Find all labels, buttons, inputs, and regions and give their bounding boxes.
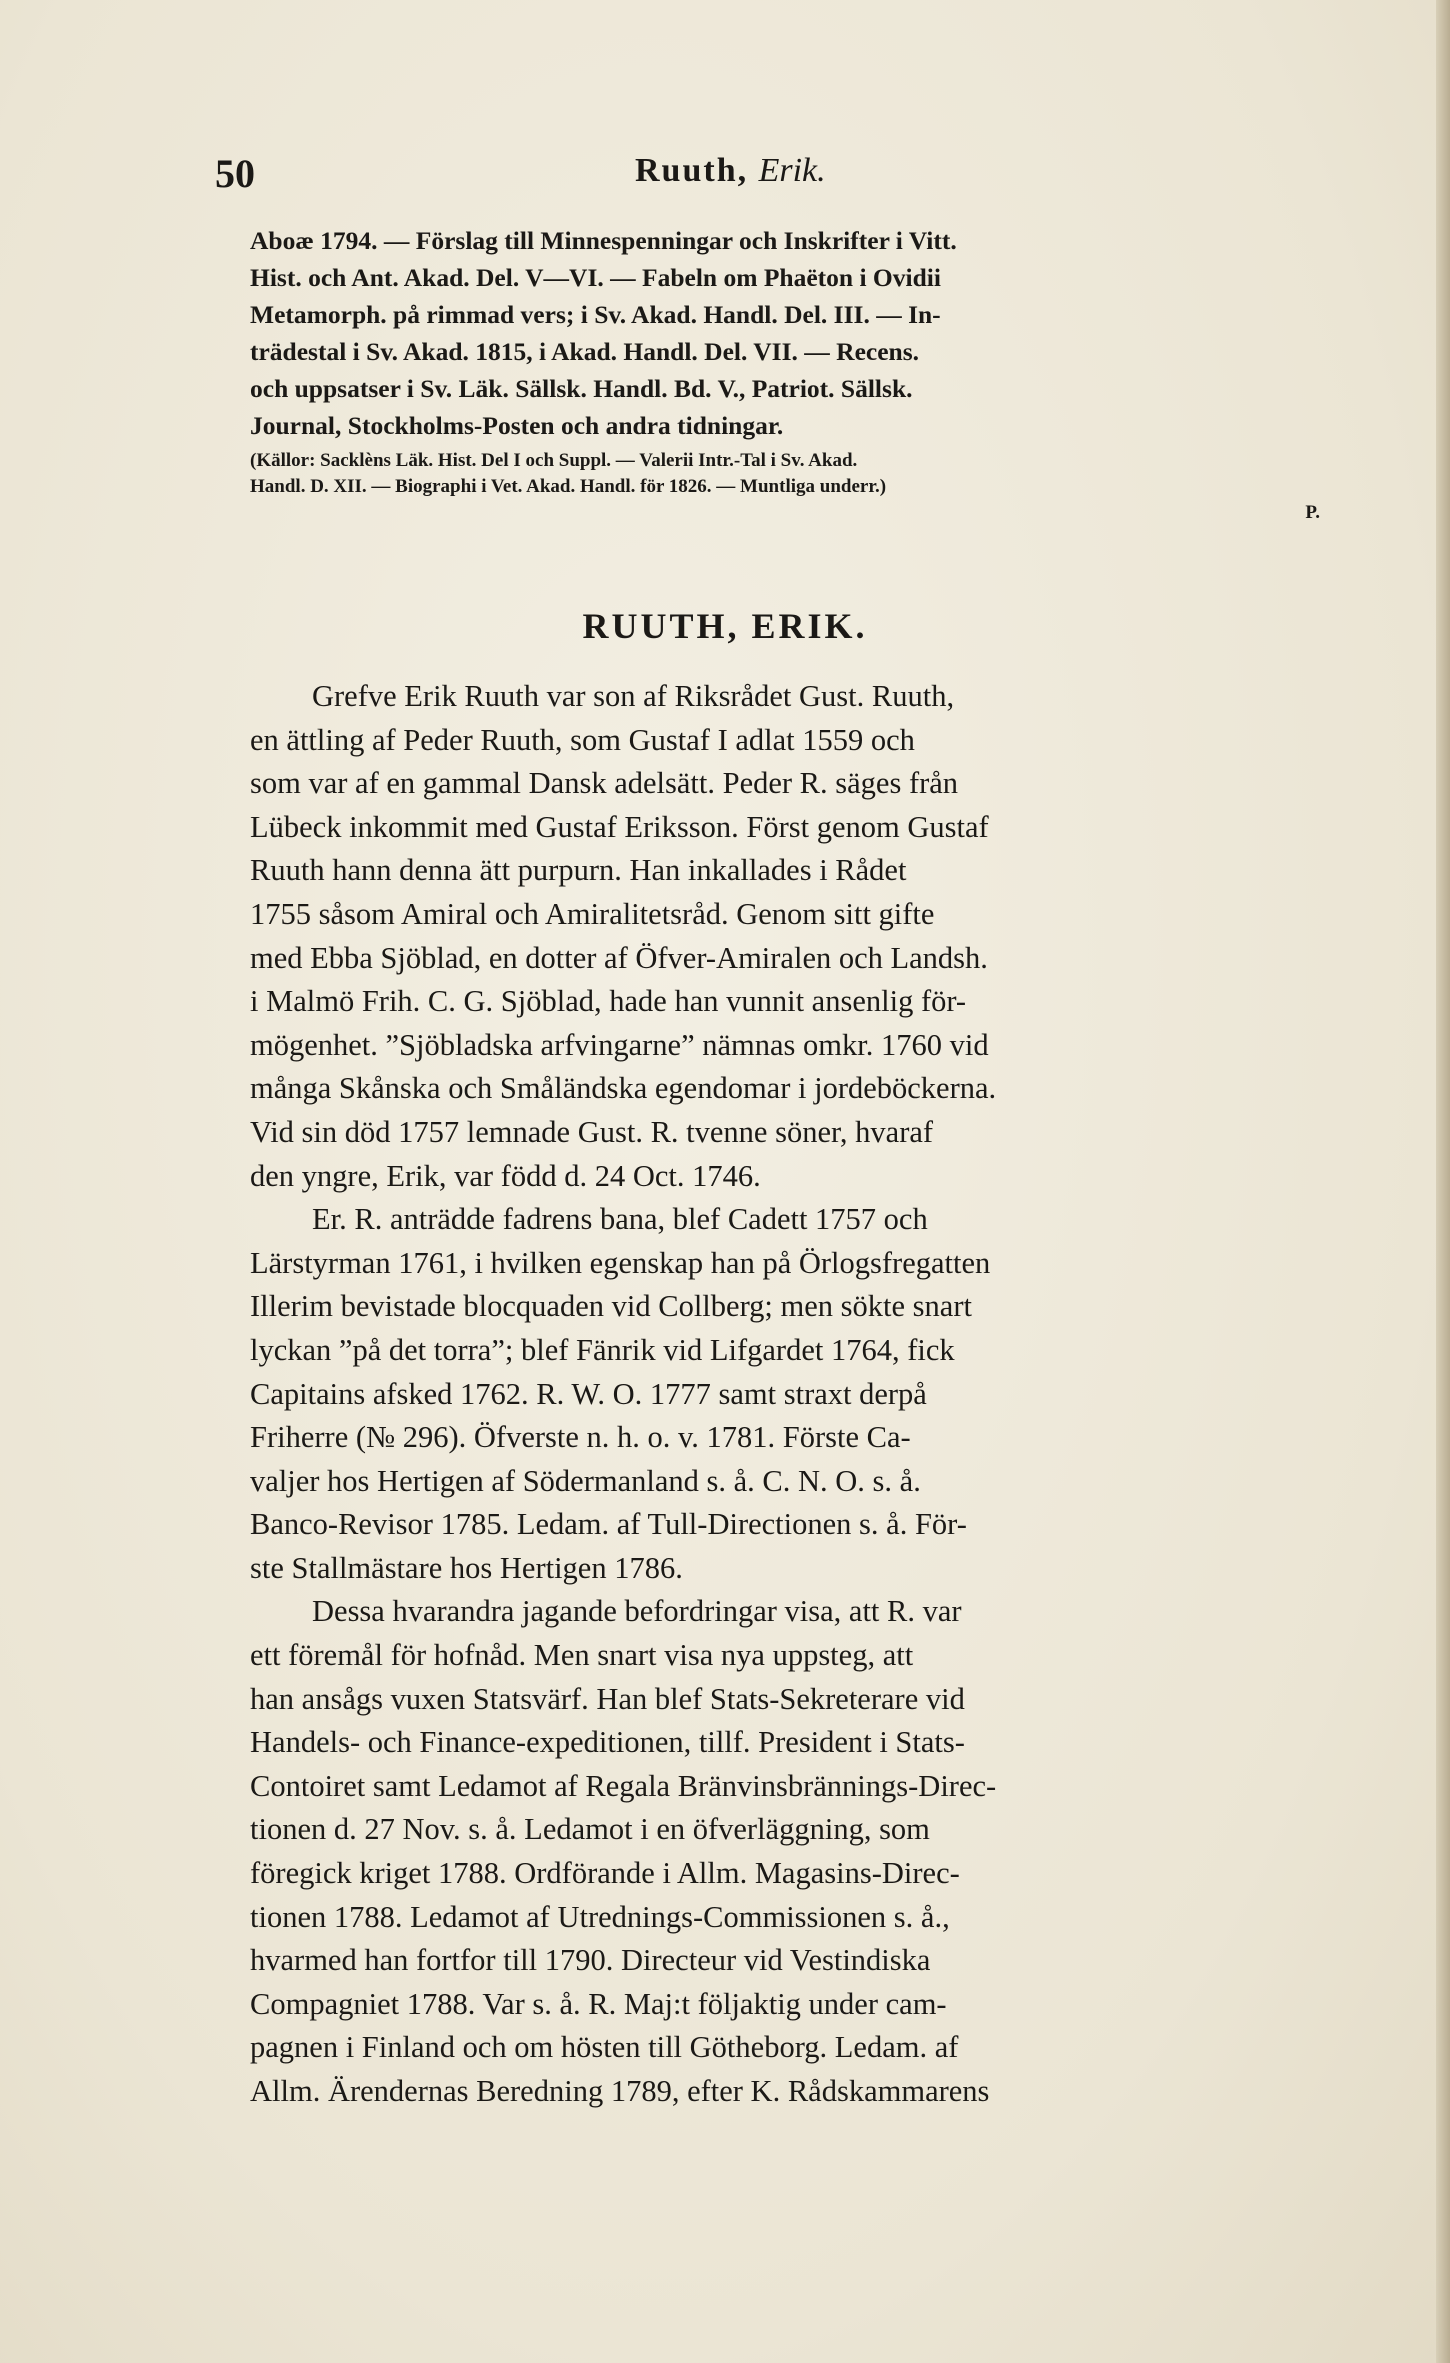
text-line: Ruuth hann denna ätt purpurn. Han inkallades i Rådet — [250, 853, 907, 888]
text-line: hvarmed han fortfor till 1790. Directeur vid Vestindiska — [250, 1943, 931, 1978]
text-line: Vid sin död 1757 lemnade Gust. R. tvenne söner, hvaraf — [250, 1114, 934, 1149]
text-line: den yngre, Erik, var född d. 24 Oct. 1746. — [250, 1158, 761, 1193]
text-line: mögenhet. ”Sjöbladska arfvingarne” nämnas omkr. 1760 vid — [250, 1027, 989, 1062]
text-line: som var af en gammal Dansk adelsätt. Peder R. säges från — [250, 766, 959, 801]
text-line: Journal, Stockholms-Posten och andra tidningar. — [250, 411, 784, 440]
sources-line: (Källor: Sacklèns Läk. Hist. Del I och Suppl. — Valerii Intr.-Tal i Sv. Akad. — [250, 450, 858, 471]
sources-note — [250, 448, 1350, 526]
text-line: Dessa hvarandra jagande befordringar visa, att R. var — [312, 1594, 962, 1629]
author-signature: P. — [1305, 502, 1320, 523]
text-line: en ättling af Peder Ruuth, som Gustaf I adlat 1559 och — [250, 722, 915, 757]
text-line: pagnen i Finland och om hösten till Götheborg. Ledam. af — [250, 2030, 959, 2065]
entry-body — [250, 675, 1350, 2114]
running-head — [635, 152, 826, 190]
text-line: han ansågs vuxen Statsvärf. Han blef Stats-Sekreterare vid — [250, 1681, 965, 1716]
text-line: tionen d. 27 Nov. s. å. Ledamot i en öfverläggning, som — [250, 1812, 930, 1847]
entry-heading: RUUTH, ERIK. — [582, 606, 868, 646]
text-line: Grefve Erik Ruuth var son af Riksrådet Gust. Ruuth, — [312, 679, 955, 713]
text-line: Capitains afsked 1762. R. W. O. 1777 samt straxt derpå — [250, 1376, 927, 1411]
text-line: trädestal i Sv. Akad. 1815, i Akad. Handl. Del. VII. — Recens. — [250, 337, 920, 366]
text-line: tionen 1788. Ledamot af Utrednings-Commissionen s. å., — [250, 1899, 950, 1934]
text-line: Hist. och Ant. Akad. Del. V—VI. — Fabeln om Phaëton i Ovidii — [250, 263, 941, 292]
sources-line: Handl. D. XII. — Biographi i Vet. Akad. Handl. för 1826. — Muntliga underr.) — [250, 476, 887, 497]
text-line: många Skånska och Småländska egendomar i jordeböckerna. — [250, 1071, 997, 1106]
text-line: valjer hos Hertigen af Södermanland s. å. C. N. O. s. å. — [250, 1463, 921, 1498]
text-line: Lübeck inkommit med Gustaf Eriksson. Först genom Gustaf — [250, 809, 989, 844]
text-line: ett föremål för hofnåd. Men snart visa nya uppsteg, att — [250, 1638, 914, 1673]
text-line: Aboæ 1794. — Förslag till Minnespenningar och Inskrifter i Vitt. — [250, 226, 957, 255]
previous-entry-text — [250, 222, 1350, 444]
text-line: lyckan ”på det torra”; blef Fänrik vid Lifgardet 1764, fick — [250, 1332, 955, 1367]
page-edge — [1436, 0, 1450, 2363]
text-line: Compagniet 1788. Var s. å. R. Maj:t följaktig under cam- — [250, 1986, 947, 2021]
text-line: och uppsatser i Sv. Läk. Sällsk. Handl. Bd. V., Patriot. Sällsk. — [250, 374, 913, 403]
text-line: med Ebba Sjöblad, en dotter af Öfver-Amiralen och Landsh. — [250, 940, 988, 975]
text-line: ste Stallmästare hos Hertigen 1786. — [250, 1550, 683, 1585]
text-line: i Malmö Frih. C. G. Sjöblad, hade han vunnit ansenlig för- — [250, 984, 967, 1019]
text-line: Banco-Revisor 1785. Ledam. af Tull-Directionen s. å. För- — [250, 1507, 967, 1542]
text-line: Handels- och Finance-expeditionen, tillf. President i Stats- — [250, 1725, 965, 1760]
text-line: Er. R. anträdde fadrens bana, blef Cadett 1757 och — [312, 1202, 928, 1237]
text-line: 1755 såsom Amiral och Amiralitetsråd. Genom sitt gifte — [250, 896, 935, 931]
text-line: Contoiret samt Ledamot af Regala Bränvinsbrännings-Direc- — [250, 1768, 997, 1803]
text-line: föregick kriget 1788. Ordförande i Allm. Magasins-Direc- — [250, 1856, 960, 1891]
text-line: Illerim bevistade blocquaden vid Collberg; men sökte snart — [250, 1289, 972, 1324]
text-line: Lärstyrman 1761, i hvilken egenskap han på Örlogsfregatten — [250, 1245, 991, 1280]
text-line: Metamorph. på rimmad vers; i Sv. Akad. Handl. Del. III. — In- — [250, 300, 941, 329]
running-head-name: Ruuth, — [635, 152, 749, 189]
page-header — [215, 150, 1345, 210]
text-line: Allm. Ärendernas Beredning 1789, efter K. Rådskammarens — [250, 2074, 990, 2108]
text-line: Friherre (№ 296). Öfverste n. h. o. v. 1781. Förste Ca- — [250, 1420, 911, 1455]
running-head-given: Erik. — [758, 152, 826, 189]
page-number: 50 — [215, 151, 255, 196]
